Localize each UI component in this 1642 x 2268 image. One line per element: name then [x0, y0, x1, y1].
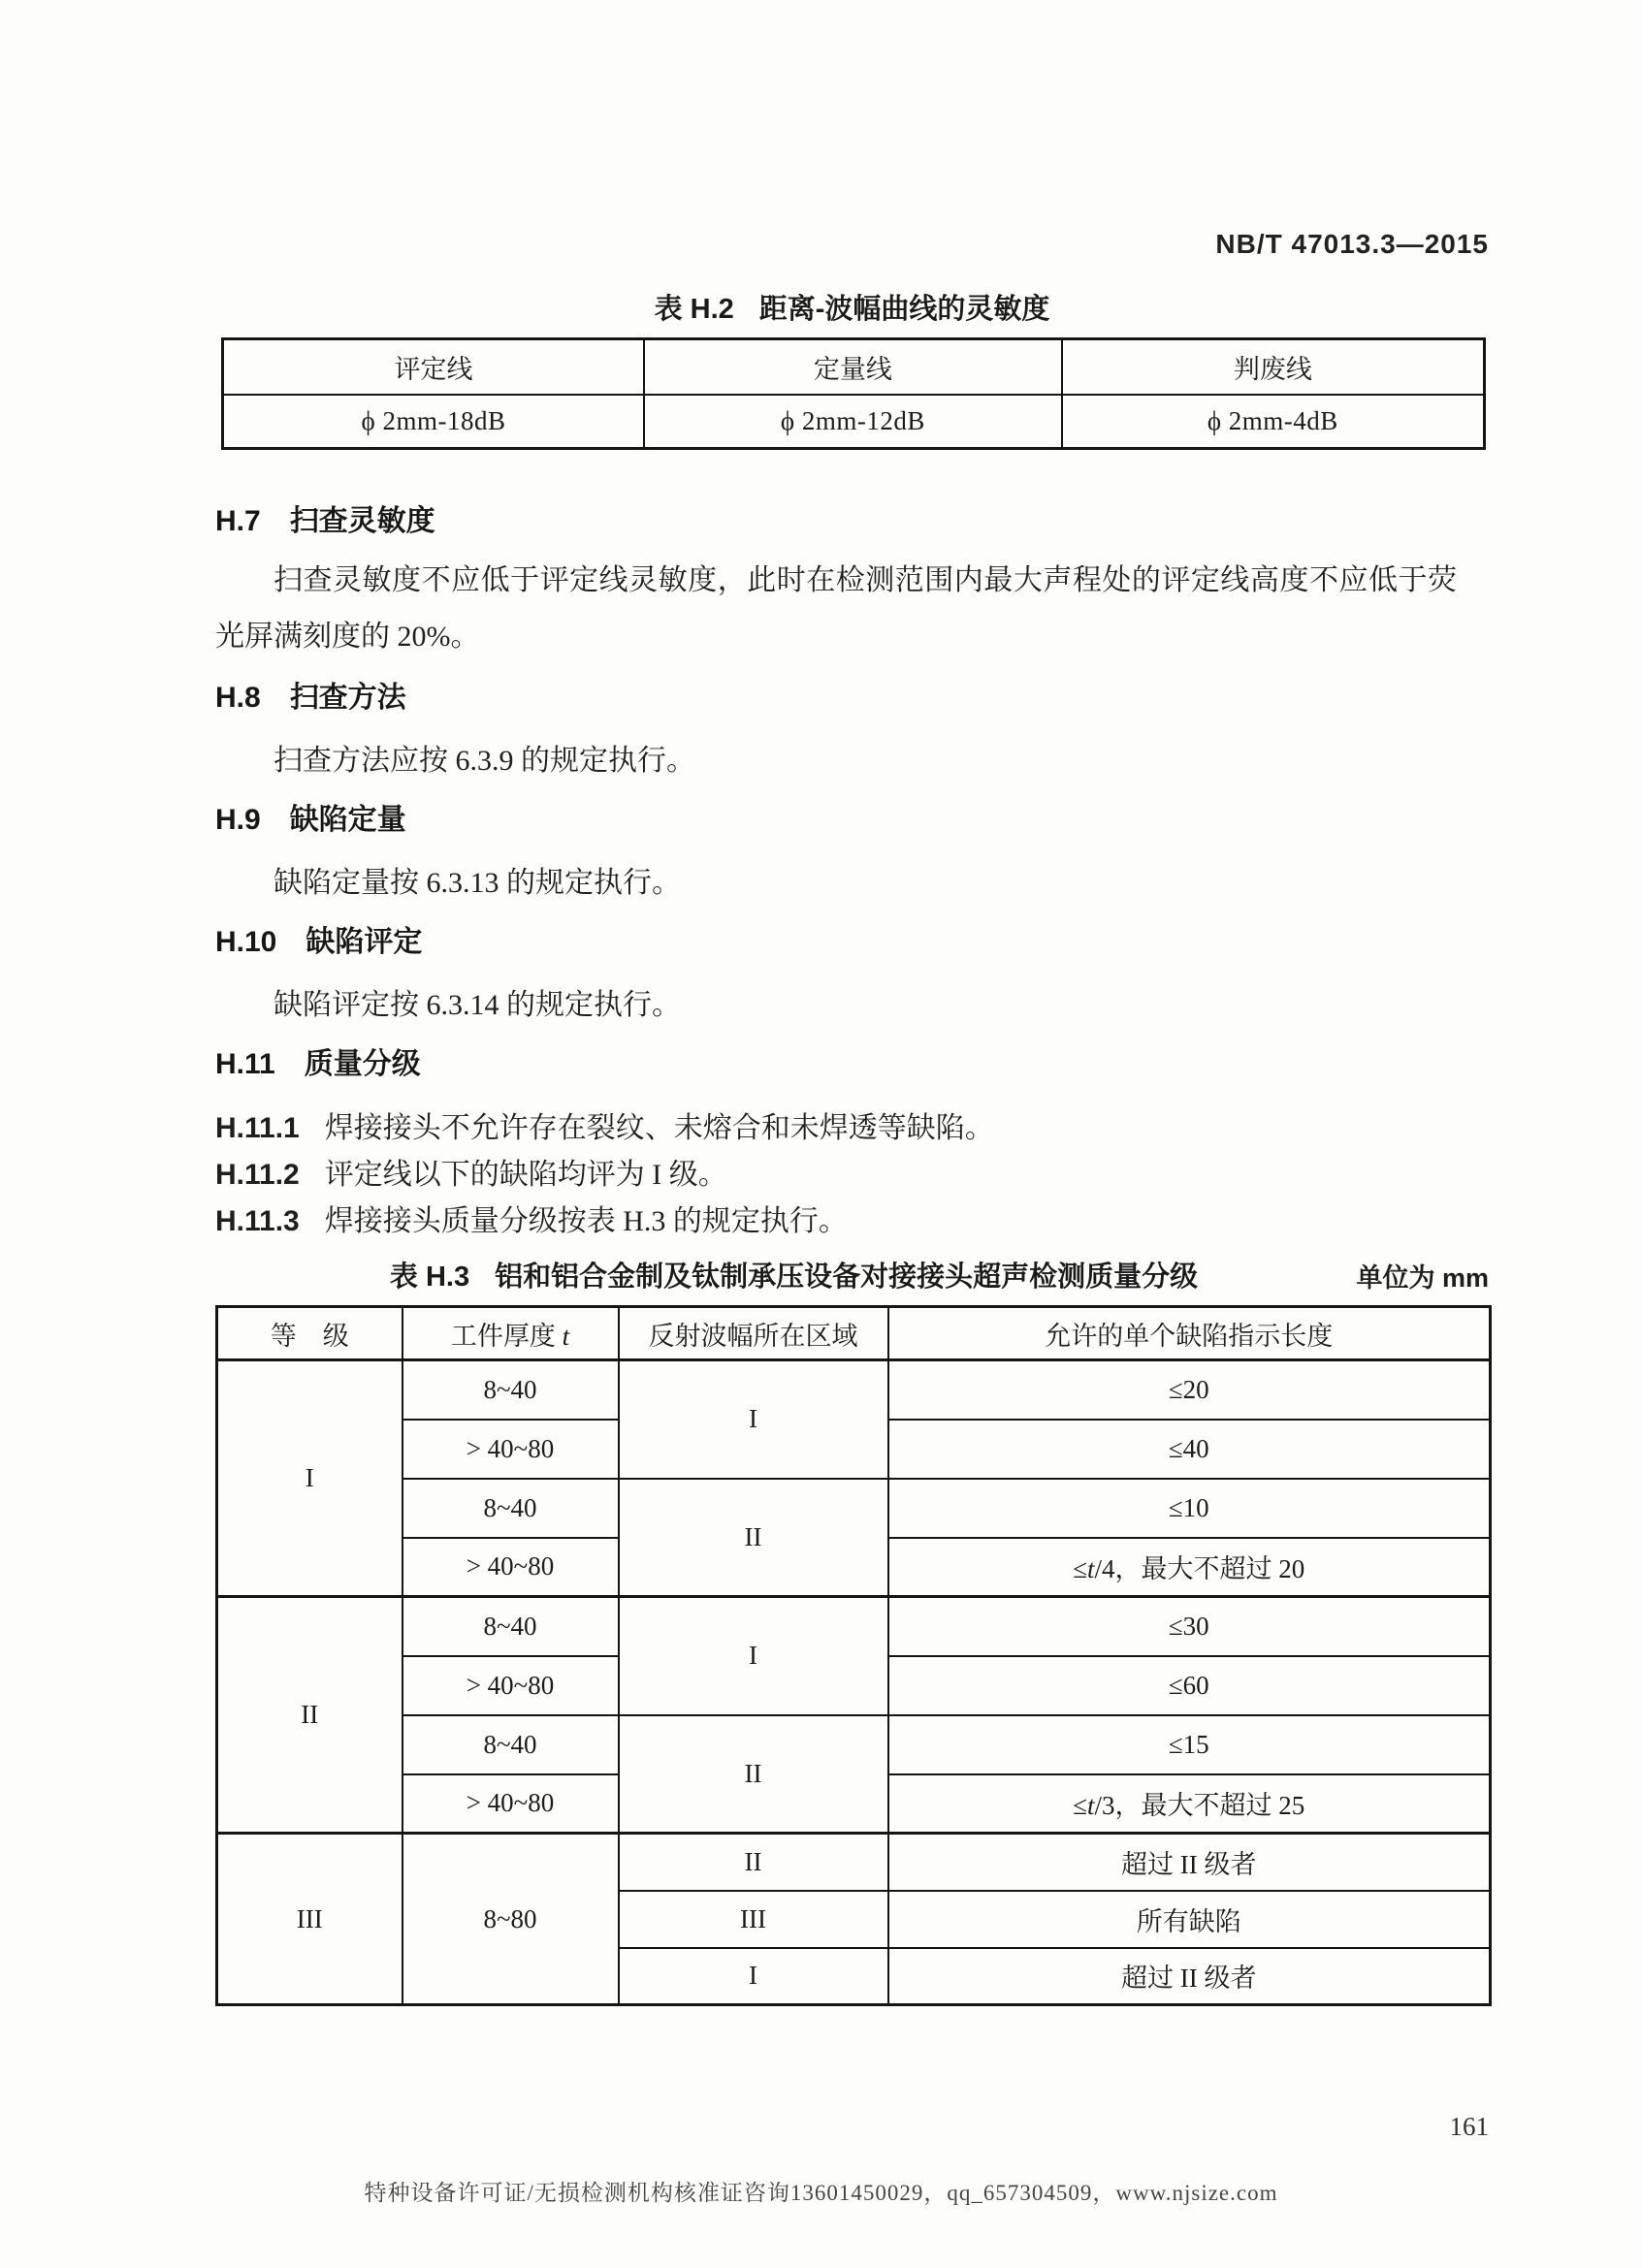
region-cell: II — [619, 1715, 888, 1834]
section-title: 扫查方法 — [289, 682, 406, 714]
section-number: H.9 — [215, 804, 261, 836]
thickness-cell: > 40~80 — [402, 1774, 619, 1834]
table-row — [217, 1479, 1491, 1538]
table-h3-header-row — [217, 1307, 1491, 1360]
section-heading-h7 — [215, 496, 1489, 539]
section-heading-h11 — [215, 1039, 1489, 1082]
region-cell: III — [619, 1891, 888, 1948]
clause-number: H.11.2 — [215, 1159, 300, 1191]
h2-value-reject-line: ϕ 2mm-4dB — [1062, 395, 1485, 449]
table-h2-value-row — [223, 395, 1485, 449]
section-body-h7: 扫查灵敏度不应低于评定线灵敏度，此时在检测范围内最大声程处的评定线高度不应低于荧光屏满刻度的 20%。 — [215, 564, 1457, 653]
region-cell: I — [619, 1948, 888, 2005]
h2-header-quant-line: 定量线 — [644, 339, 1062, 396]
section-title: 缺陷定量 — [289, 804, 406, 836]
table-row — [217, 1597, 1491, 1656]
table-h2-caption-title: 距离-波幅曲线的灵敏度 — [758, 294, 1050, 325]
thickness-variable: t — [562, 1321, 570, 1351]
length-cell: ≤30 — [888, 1597, 1491, 1656]
thickness-cell: > 40~80 — [402, 1420, 619, 1479]
thickness-cell: 8~40 — [402, 1360, 619, 1420]
length-cell: ≤40 — [888, 1420, 1491, 1479]
length-cell: ≤20 — [888, 1360, 1491, 1420]
region-cell: II — [619, 1834, 888, 1891]
clause-text: 评定线以下的缺陷均评为 I 级。 — [324, 1159, 727, 1191]
section-body-h10: 缺陷评定按 6.3.14 的规定执行。 — [274, 989, 681, 1021]
section-number: H.11 — [215, 1048, 275, 1080]
footer-watermark: 特种设备许可证/无损检测机构核准证咨询13601450029，qq_657304509，www.njsize.com — [364, 2181, 1278, 2205]
h3-header-length: 允许的单个缺陷指示长度 — [888, 1307, 1491, 1360]
region-cell: I — [619, 1597, 888, 1715]
thickness-cell: 8~40 — [402, 1479, 619, 1538]
section-title: 扫查灵敏度 — [289, 505, 435, 537]
length-cell: 超过 II 级者 — [888, 1948, 1491, 2005]
table-h3 — [215, 1305, 1492, 2006]
length-cell: 所有缺陷 — [888, 1891, 1491, 1948]
section-body-h8: 扫查方法应按 6.3.9 的规定执行。 — [274, 745, 695, 777]
thickness-cell: 8~40 — [402, 1715, 619, 1774]
thickness-cell: 8~40 — [402, 1597, 619, 1656]
length-cell: ≤15 — [888, 1715, 1491, 1774]
section-heading-h10 — [215, 917, 1489, 960]
table-h3-caption-line — [215, 1255, 1489, 1294]
section-number: H.7 — [215, 505, 261, 537]
thickness-cell: > 40~80 — [402, 1538, 619, 1597]
grade-cell: II — [217, 1597, 402, 1834]
section-title: 质量分级 — [304, 1048, 421, 1080]
thickness-cell: 8~80 — [402, 1834, 619, 2005]
clause-h11-2 — [215, 1150, 1489, 1193]
clause-text: 焊接接头不允许存在裂纹、未熔合和未焊透等缺陷。 — [324, 1112, 994, 1144]
table-h3-unit-note: 单位为 mm — [1356, 1263, 1489, 1293]
clause-h11-1 — [215, 1103, 1489, 1146]
section-number: H.10 — [215, 926, 277, 958]
table-row — [217, 1834, 1491, 1891]
region-cell: I — [619, 1360, 888, 1479]
table-row — [217, 1360, 1491, 1420]
table-h2-caption-number: 表 H.2 — [654, 294, 734, 325]
h2-header-eval-line: 评定线 — [223, 339, 645, 396]
section-title: 缺陷评定 — [306, 926, 423, 958]
h3-header-region: 反射波幅所在区域 — [619, 1307, 888, 1360]
h2-value-eval-line: ϕ 2mm-18dB — [223, 395, 645, 449]
section-heading-h8 — [215, 673, 1489, 716]
page-number: 161 — [1449, 2112, 1489, 2141]
h2-value-quant-line: ϕ 2mm-12dB — [644, 395, 1062, 449]
table-h3-caption — [215, 1255, 1372, 1294]
h3-header-grade: 等 级 — [217, 1307, 402, 1360]
thickness-cell: > 40~80 — [402, 1656, 619, 1715]
standard-number: NB/T 47013.3—2015 — [1215, 229, 1489, 259]
clause-number: H.11.1 — [215, 1112, 300, 1144]
clause-h11-3 — [215, 1197, 1489, 1239]
table-row — [217, 1715, 1491, 1774]
table-h3-caption-title: 铝和铝合金制及钛制承压设备对接接头超声检测质量分级 — [495, 1262, 1199, 1293]
length-cell: 超过 II 级者 — [888, 1834, 1491, 1891]
length-cell: ≤10 — [888, 1479, 1491, 1538]
clause-text: 焊接接头质量分级按表 H.3 的规定执行。 — [324, 1205, 848, 1237]
grade-cell: III — [217, 1834, 402, 2005]
section-heading-h9 — [215, 795, 1489, 838]
clause-number: H.11.3 — [215, 1205, 300, 1237]
h3-header-thickness: 工件厚度 t — [402, 1307, 619, 1360]
section-number: H.8 — [215, 682, 261, 714]
table-h2-header-row — [223, 339, 1485, 396]
table-h2 — [221, 337, 1486, 450]
length-cell: ≤t/4，最大不超过 20 — [888, 1538, 1491, 1597]
region-cell: II — [619, 1479, 888, 1597]
grade-cell: I — [217, 1360, 402, 1597]
length-cell: ≤t/3，最大不超过 25 — [888, 1774, 1491, 1834]
table-h2-caption — [215, 287, 1489, 327]
table-h3-caption-number: 表 H.3 — [389, 1262, 470, 1293]
length-cell: ≤60 — [888, 1656, 1491, 1715]
h2-header-reject-line: 判废线 — [1062, 339, 1485, 396]
section-body-h9: 缺陷定量按 6.3.13 的规定执行。 — [274, 867, 681, 899]
